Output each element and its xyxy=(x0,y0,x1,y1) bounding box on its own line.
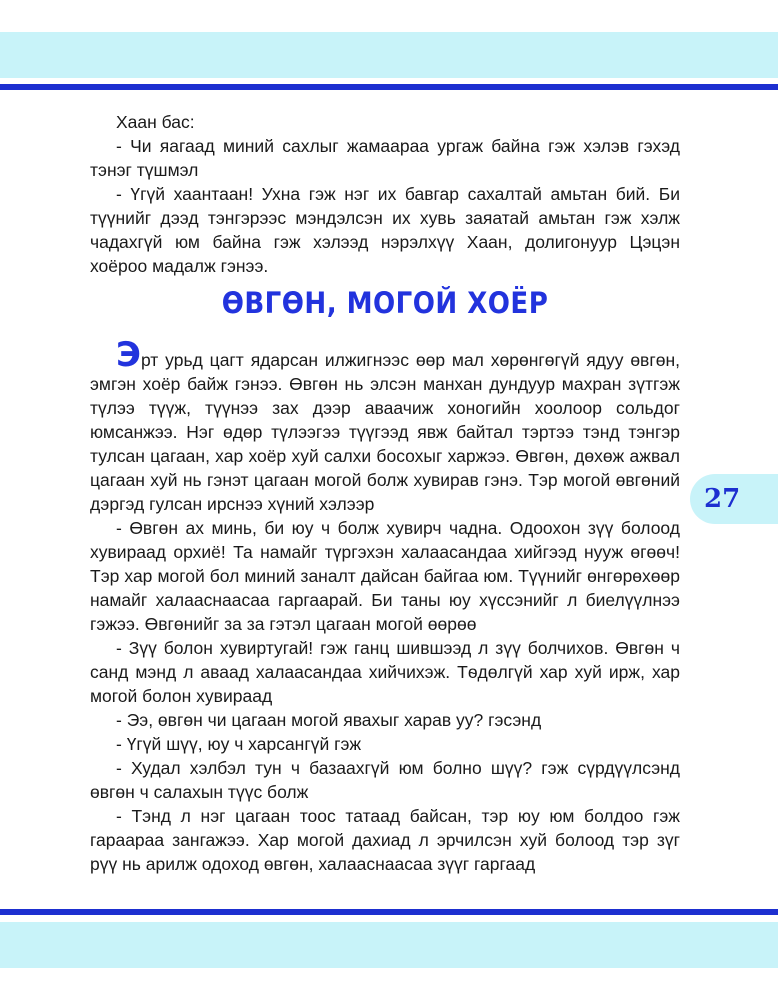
intro-line: Хаан бас: xyxy=(116,112,195,132)
top-blue-rule xyxy=(0,84,778,90)
story-text xyxy=(90,335,680,876)
bottom-footer-band xyxy=(0,922,778,968)
intro-paragraph: - Чи яагаад миний сахлыг жамаараа ургаж байна гэж хэлэв гэхэд тэнэг түшмэл xyxy=(90,136,680,180)
intro-text xyxy=(90,110,680,278)
story-paragraph: - Зүү болон хувиртугай! гэж ганц шившээд л зүү болчихов. Өвгөн ч санд мэнд л аваад халаасандаа хийчихэж. Тѳдөлгүй хар хуй ирж, хар могой болон хувираад xyxy=(90,638,680,706)
story-paragraph: - Тэнд л нэг цагаан тоос татаад байсан, тэр юу юм болдоо гэж гараараа зангажээ. Хар могой дахиад л эрчилсэн хуй болоод тэр зүг рүү нь арилж одоход өвгөн, халааснаасаа зүүг гаргаад xyxy=(90,806,680,874)
story-paragraph: - Үгүй шүү, юу ч харсангүй гэж xyxy=(116,734,362,754)
story-first-paragraph xyxy=(90,335,680,516)
story-paragraph: - Ээ, өвгөн чи цагаан могой явахыг харав уу? гэсэнд xyxy=(116,710,542,730)
drop-cap: Э xyxy=(116,335,141,375)
story-paragraph: - Өвгөн ах минь, би юу ч болж хувирч чадна. Одоохон зүү болоод хувираад орхиё! Та намайг түргэхэн халаасандаа хийгээд нууж өгөөч! Тэр хар могой бол миний заналт дайсан байгаа юм. Түүнийг өнгөрөхөөр намайг халааснаасаа гаргаарай. Би таны юу хүссэнийг л биелүүлнээ гэжээ. Өвгөнийг за за гэтэл цагаан могой өөрөө xyxy=(90,518,680,634)
intro-paragraph: - Үгүй хаантаан! Ухна гэж нэг их бавгар сахалтай амьтан бий. Би түүнийг дээд тэнгэрээс мэндэлсэн их хувь заяатай амьтан гэж хэлж чадахгүй юм байна гэж хэлээд нэрэлхүү Хаан, долигонуур Цэцэн хоёроо мадалж гэнээ. xyxy=(90,184,680,276)
story-paragraph: - Худал хэлбэл тун ч базаахгүй юм болно шүү? гэж сүрдүүлсэнд өвгөн ч салахын түүс болж xyxy=(90,758,680,802)
story-title: ӨВГӨН, МОГОЙ ХОЁР xyxy=(221,286,549,320)
page-number: 27 xyxy=(704,484,741,514)
first-paragraph-text: рт урьд цагт ядарсан илжигнээс өөр мал хөрөнгөгүй ядуу өвгөн, эмгэн хоёр байж гэнээ. Өвгөн нь элсэн манхан дундуур махран зүтгэж түлээ түүж, түүнээ зах дээр аваачиж хоногийн хоолоор сольдог юмсанжээ. Нэг өдөр түлээгээ түүгээд явж байтал тэртээ тэнд тэнгэр тулсан цагаан, хар хоёр хуй салхи босохыг харжээ. Өвгөн, дөхөж ажвал цагаан хуй нь гэнэт цагаан могой болж хувирав гэнэ. Тэр могой өвгөний дэргэд гулсан ирснээ хүний хэлээр xyxy=(90,350,680,514)
top-header-band xyxy=(0,32,778,78)
bottom-blue-rule xyxy=(0,909,778,915)
